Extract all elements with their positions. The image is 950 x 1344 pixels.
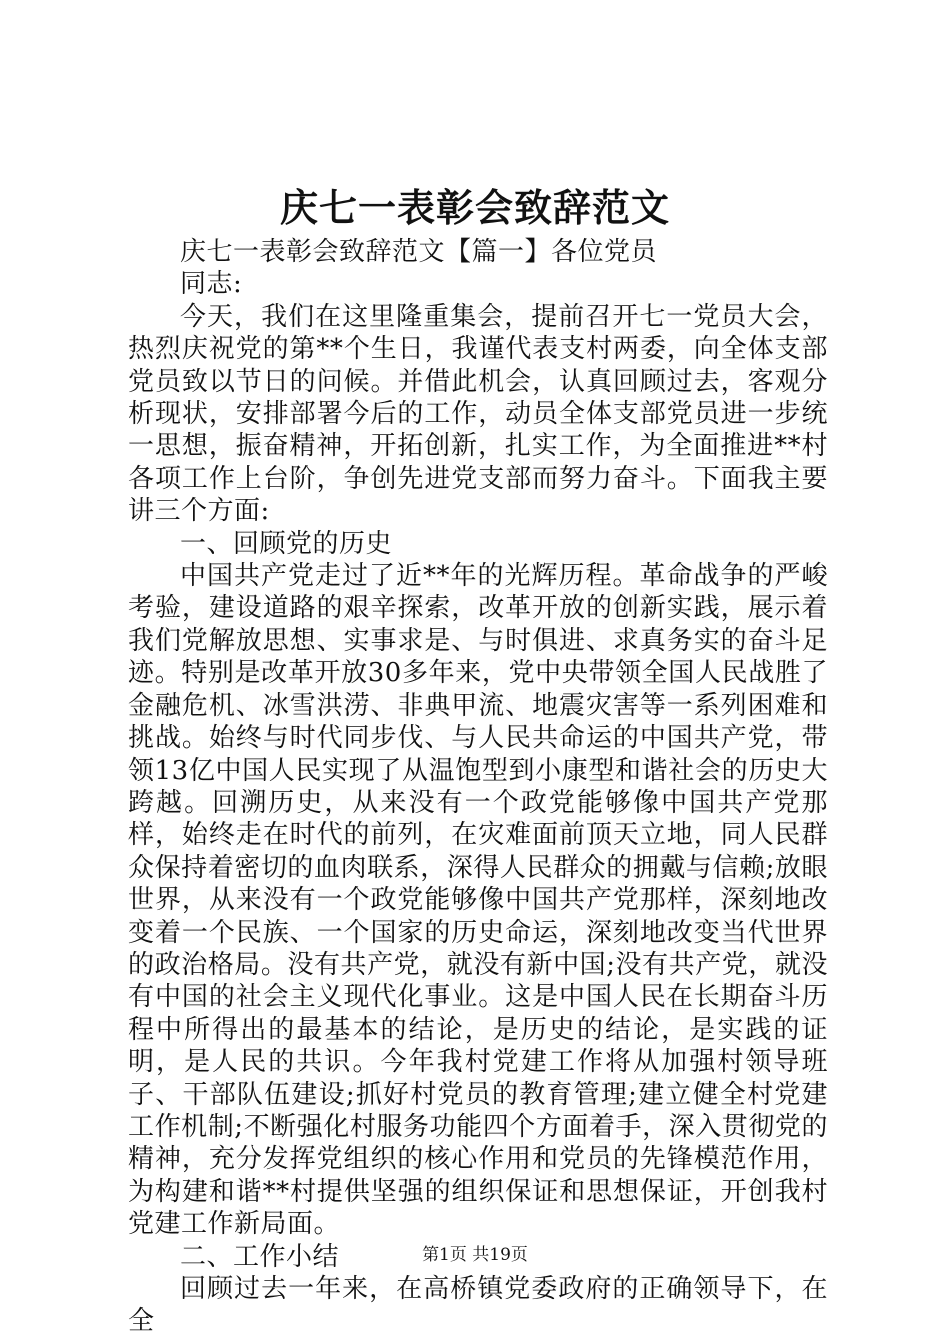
paragraph-greeting: 庆七一表彰会致辞范文【篇一】各位党员 xyxy=(180,237,658,267)
paragraph-salutation: 同志: xyxy=(180,269,243,300)
section-heading-history: 一、回顾党的历史 xyxy=(180,528,393,559)
paragraph-opening: 今天，我们在这里隆重集会，提前召开七一党员大会，热烈庆祝党的第**个生日，我谨代表支村两委，向全体支部党员致以节日的问候。并借此机会，认真回顾过去，客观分析现状，安排部署今后的工作，动员全体支部党员进一步统一思想，振奋精神，开拓创新，扎实工作，为全面推进**村各项工作上台阶，争创先进党支部而努力奋斗。下面我主要讲三个方面: xyxy=(128,301,828,527)
document-title: 庆七一表彰会致辞范文 xyxy=(279,185,670,230)
section-heading-summary: 二、工作小结 xyxy=(180,1241,340,1272)
page-indicator: 第1页 共19页 xyxy=(422,1245,528,1265)
paragraph-history: 中国共产党走过了近**年的光辉历程。革命战争的严峻考验，建设道路的艰辛探索，改革开放的创新实践，展示着我们党解放思想、实事求是、与时俱进、求真务实的奋斗足迹。特别是改革开放30多年来，党中央带领全国人民战胜了金融危机、冰雪洪涝、非典甲流、地震灾害等一系列困难和挑战。始终与时代同步伐、与人民共命运的中国共产党，带领13亿中国人民实现了从温饱型到小康型和谐社会的历史大跨越。回溯历史，从来没有一个政党能够像中国共产党那样，始终走在时代的前列，在灾难面前顶天立地，同人民群众保持着密切的血肉联系，深得人民群众的拥戴与信赖;放眼世界，从来没有一个政党能够像中国共产党那样，深刻地改变着一个民族、一个国家的历史命运，深刻地改变当代世界的政治格局。没有共产党，就没有新中国;没有共产党，就没有中国的社会主义现代化事业。这是中国人民在长期奋斗历程中所得出的最基本的结论，是历史的结论，是实践的证明，是人民的共识。今年我村党建工作将从加强村领导班子、干部队伍建设;抓好村党员的教育管理;建立健全村党建工作机制;不断强化村服务功能四个方面着手，深入贯彻党的精神，充分发挥党组织的核心作用和党员的先锋模范作用，为构建和谐**村提供坚强的组织保证和思想保证，开创我村党建工作新局面。 xyxy=(128,561,828,1240)
document-body xyxy=(128,236,828,1338)
paragraph-summary: 回顾过去一年来，在高桥镇党委政府的正确领导下，在全 xyxy=(128,1274,828,1337)
